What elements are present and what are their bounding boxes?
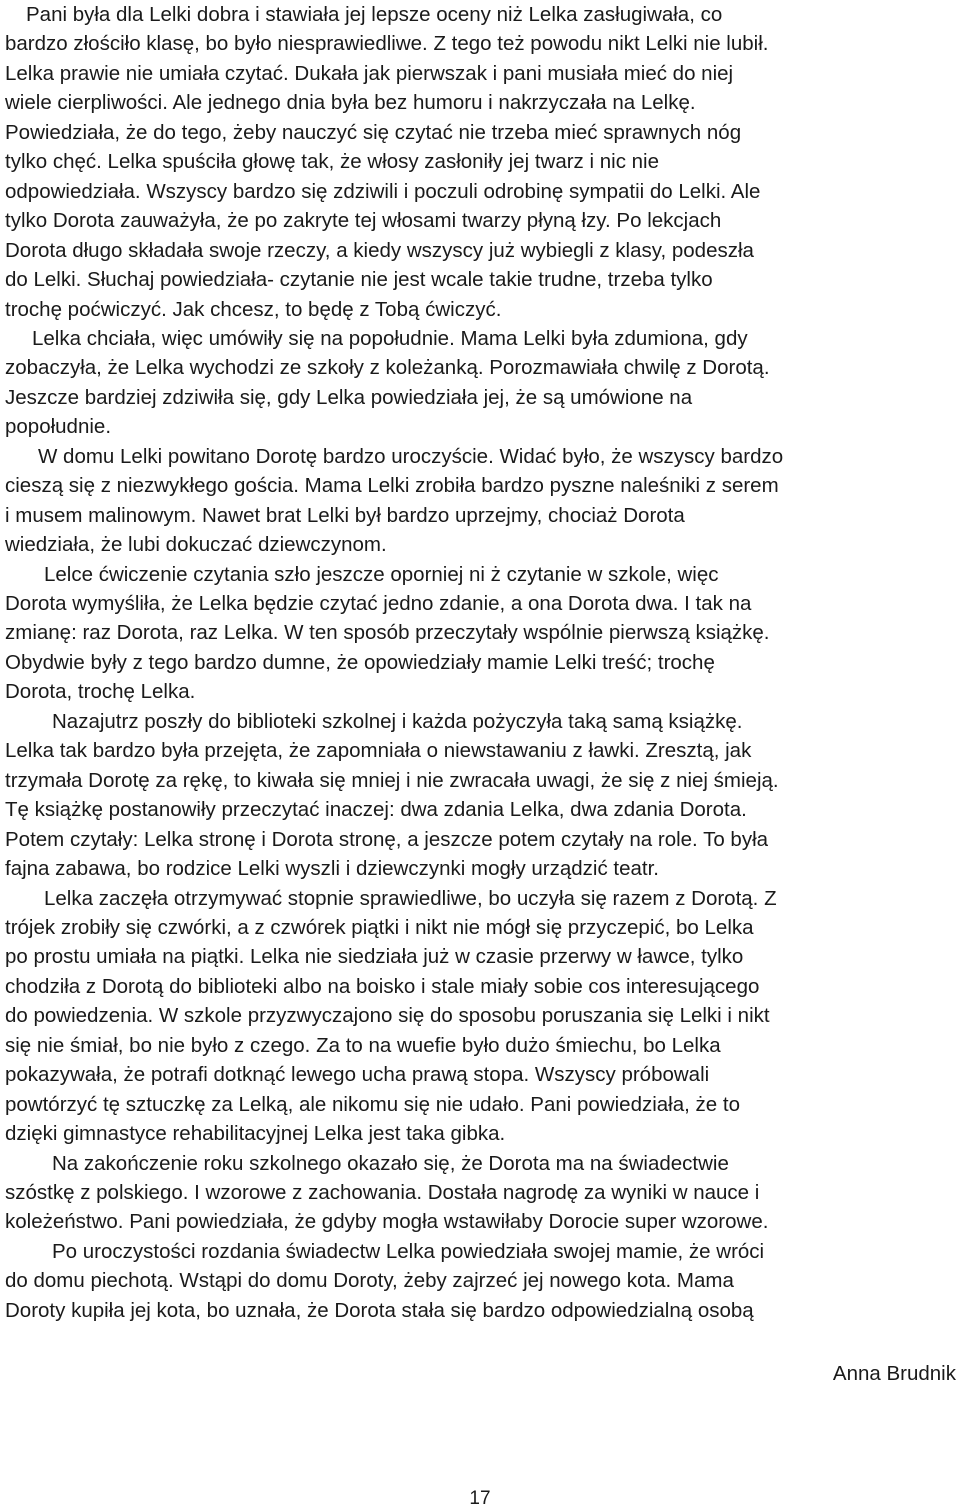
text-line: po prostu umiała na piątki. Lelka nie siedziała już w czasie przerwy w ławce, tylko	[5, 945, 744, 969]
text-line: Powiedziała, że do tego, żeby nauczyć się czytać nie trzeba mieć sprawnych nóg	[5, 120, 742, 144]
text-line: do domu piechotą. Wstąpi do domu Doroty, żeby zajrzeć jej nowego kota. Mama	[5, 1269, 734, 1293]
text-line: Lelce ćwiczenie czytania szło jeszcze oporniej ni ż czytanie w szkole, więc	[44, 562, 719, 586]
text-line: odpowiedziała. Wszyscy bardzo się zdziwili i poczuli odrobinę sympatii do Lelki. Ale	[5, 179, 761, 203]
text-line: powtórzyć tę sztuczkę za Lelką, ale nikomu się nie udało. Pani powiedziała, że to	[5, 1092, 740, 1116]
text-line: cieszą się z niezwykłego gościa. Mama Lelki zrobiła bardzo pyszne naleśniki z serem	[5, 474, 779, 498]
text-line: Lelka prawie nie umiała czytać. Dukała jak pierwszak i pani musiała mieć do niej	[5, 61, 734, 85]
text-line: Lelka zaczęła otrzymywać stopnie sprawiedliwe, bo uczyła się razem z Dorotą. Z	[44, 886, 777, 910]
text-line: pokazywała, że potrafi dotknąć lewego ucha prawą stopa. Wszyscy próbowali	[5, 1063, 710, 1087]
text-line: tylko chęć. Lelka spuściła głowę tak, że włosy zasłoniły jej twarz i nic nie	[5, 150, 659, 174]
text-line: Po uroczystości rozdania świadectw Lelka powiedziała swojej mamie, że wróci	[52, 1239, 765, 1263]
text-line: Dorota wymyśliła, że Lelka będzie czytać jedno zdanie, a ona Dorota dwa. I tak na	[5, 592, 752, 615]
text-line: Lelka tak bardzo była przejęta, że zapomniała o niewstawaniu z ławki. Zresztą, jak	[5, 739, 752, 763]
text-line: Lelka chciała, więc umówiły się na popołudnie. Mama Lelki była zdumiona, gdy	[32, 326, 748, 350]
text-line: zobaczyła, że Lelka wychodzi ze szkoły z koleżanką. Porozmawiała chwilę z Dorotą.	[5, 356, 770, 380]
text-line: Potem czytały: Lelka stronę i Dorota stronę, a jeszcze potem czytały na role. To była	[5, 827, 769, 851]
text-line: do powiedzenia. W szkole przyzwyczajono się do sposobu poruszania się Lelki i nikt	[5, 1004, 770, 1028]
text-line: Dorota długo składała swoje rzeczy, a kiedy wszyscy już wybiegli z klasy, podeszła	[5, 238, 754, 262]
text-line: i musem malinowym. Nawet brat Lelki był bardzo uprzejmy, chociaż Dorota	[5, 503, 685, 527]
text-line: chodziła z Dorotą do biblioteki albo na boisko i stale miały sobie cos interesującego	[5, 974, 760, 998]
text-line: popołudnie.	[5, 415, 112, 439]
text-line: Doroty kupiła jej kota, bo uznała, że Dorota stała się bardzo odpowiedzialną osobą	[5, 1298, 754, 1322]
text-line: trójek zrobiły się czwórki, a z czwórek piątki i nikt nie mógł się przyczepić, bo Lelka	[5, 915, 754, 939]
text-line: Pani była dla Lelki dobra i stawiała jej lepsze oceny niż Lelka zasługiwała, co	[26, 3, 723, 26]
text-line: Nazajutrz poszły do biblioteki szkolnej i każda pożyczyła taką samą książkę.	[52, 709, 743, 733]
text-line: Na zakończenie roku szkolnego okazało się, że Dorota ma na świadectwie	[52, 1151, 729, 1175]
text-line: Obydwie były z tego bardzo dumne, że opowiedziały mamie Lelki treść; trochę	[5, 650, 715, 674]
text-line: wiedziała, że lubi dokuczać dziewczynom.	[5, 533, 387, 557]
text-line: wiele cierpliwości. Ale jednego dnia była bez humoru i nakrzyczała na Lelkę.	[5, 91, 696, 115]
text-line: do Lelki. Słuchaj powiedziała- czytanie nie jest wcale takie trudne, trzeba tylko	[5, 268, 713, 292]
text-line: trochę poćwiczyć. Jak chcesz, to będę z Tobą ćwiczyć.	[5, 297, 502, 321]
page-number: 17	[469, 1488, 491, 1509]
text-line: fajna zabawa, bo rodzice Lelki wyszli i dziewczynki mogły urządzić teatr.	[5, 857, 659, 881]
text-line: Tę książkę postanowiły przeczytać inaczej: dwa zdania Lelka, dwa zdania Dorota.	[5, 798, 747, 822]
text-line: dzięki gimnastyce rehabilitacyjnej Lelka jest taka gibka.	[5, 1122, 506, 1146]
text-line: się nie śmiał, bo nie było z czego. Za to na wuefie było dużo śmiechu, bo Lelka	[5, 1033, 721, 1057]
text-line: koleżeństwo. Pani powiedziała, że gdyby mogła wstawiłaby Dorocie super wzorowe.	[5, 1210, 769, 1234]
text-line: Jeszcze bardziej zdziwiła się, gdy Lelka powiedziała jej, że są umówione na	[5, 385, 693, 409]
text-line: bardzo złościło klasę, bo było niesprawiedliwe. Z tego też powodu nikt Lelki nie lubił.	[5, 32, 769, 56]
text-line: tylko Dorota zauważyła, że po zakryte tej włosami twarzy płyną łzy. Po lekcjach	[5, 209, 722, 233]
text-line: trzymała Dorotę za rękę, to kiwała się mniej i nie zwracała uwagi, że się z niej śmieją.	[5, 768, 779, 792]
text-line: W domu Lelki powitano Dorotę bardzo uroczyście. Widać było, że wszyscy bardzo	[38, 444, 784, 468]
author-signature: Anna Brudnik	[832, 1362, 956, 1385]
text-line: zmianę: raz Dorota, raz Lelka. W ten sposób przeczytały wspólnie pierwszą książkę.	[5, 621, 770, 645]
text-line: Dorota, trochę Lelka.	[5, 680, 196, 704]
text-line: szóstkę z polskiego. I wzorowe z zachowania. Dostała nagrodę za wyniki w nauce i	[5, 1181, 760, 1204]
